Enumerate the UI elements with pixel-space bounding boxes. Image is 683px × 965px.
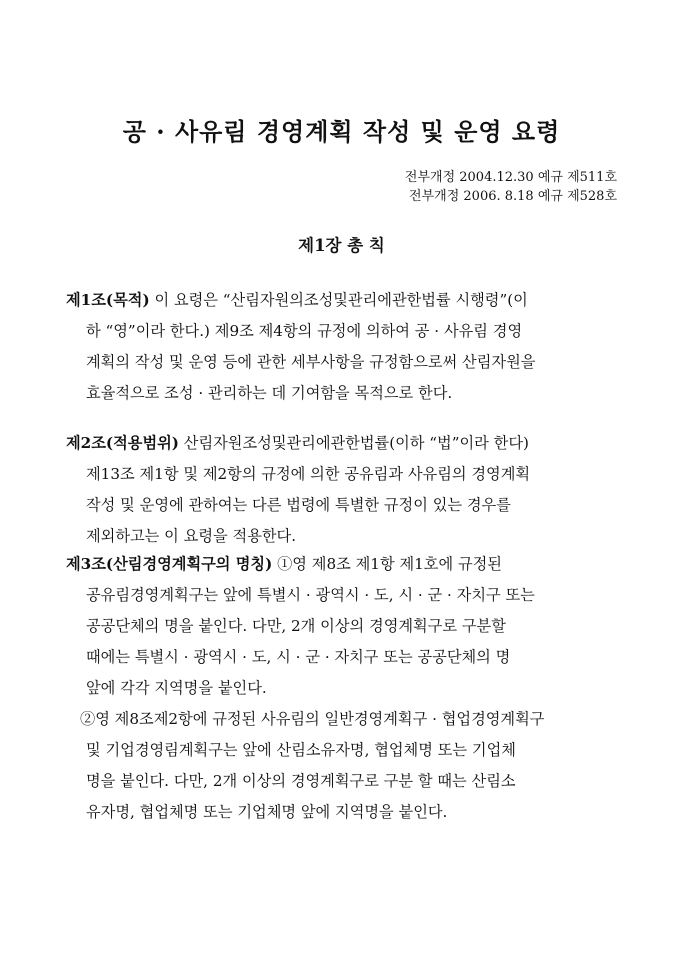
article-2: [66, 428, 626, 552]
article-first-line: [66, 428, 626, 459]
article-1: [66, 285, 626, 409]
chapter-heading: 제1장 총 칙: [298, 236, 385, 255]
article-3: [66, 549, 626, 828]
article-text-line: 제외하고는 이 요령을 적용한다.: [86, 527, 297, 545]
article-text-line: 제13조 제1항 및 제2항의 규정에 의한 공유림과 사유림의 경영계획: [86, 465, 531, 483]
article-heading: 제3조(산림경영계획구의 명칭): [66, 555, 273, 573]
article-text-line: 공공단체의 명을 붙인다. 다만, 2개 이상의 경영계획구로 구분할: [86, 617, 506, 635]
article-text: 이 요령은 “산림자원의조성및관리에관한법률 시행령”(이: [149, 291, 528, 309]
article-first-line: [66, 549, 626, 580]
article-text-line: 효율적으로 조성 · 관리하는 데 기여함을 목적으로 한다.: [86, 384, 453, 402]
article-paragraph-line: 유자명, 협업체명 또는 기업체명 앞에 지역명을 붙인다.: [86, 803, 448, 821]
revision-line: 전부개정 2004.12.30 예규 제511호: [404, 170, 617, 185]
article-text: ①영 제8조 제1항 제1호에 규정된: [272, 555, 502, 573]
article-heading: 제1조(목적): [66, 291, 150, 309]
article-paragraph-line: 명을 붙인다. 다만, 2개 이상의 경영계획구로 구분 할 때는 산림소: [86, 772, 516, 790]
article-paragraph-line: 및 기업경영림계획구는 앞에 산림소유자명, 협업체명 또는 기업체: [86, 741, 516, 759]
article-text-line: 작성 및 운영에 관하여는 다른 법령에 특별한 규정이 있는 경우를: [86, 496, 511, 514]
article-text-line: 때에는 특별시 · 광역시 · 도, 시 · 군 · 자치구 또는 공공단체의 명: [86, 648, 511, 666]
article-text-line: 앞에 각각 지역명을 붙인다.: [86, 679, 267, 697]
document-title: 공 · 사유림 경영계획 작성 및 운영 요령: [122, 117, 561, 146]
article-text: 산림자원조성및관리에관한법률(이하 “법”이라 한다): [178, 434, 529, 452]
article-text-line: 공유림경영계획구는 앞에 특별시 · 광역시 · 도, 시 · 군 · 자치구 또는: [86, 586, 535, 604]
article-paragraph-line: ②영 제8조제2항에 규정된 사유림의 일반경영계획구 · 협업경영계획구: [80, 710, 545, 728]
article-first-line: [66, 285, 626, 316]
revision-history: [405, 168, 617, 206]
article-text-line: 하 “영”이라 한다.) 제9조 제4항의 규정에 의하여 공 · 사유림 경영: [86, 322, 523, 340]
article-heading: 제2조(적용범위): [66, 434, 179, 452]
article-text-line: 계획의 작성 및 운영 등에 관한 세부사항을 규정함으로써 산림자원을: [86, 353, 536, 371]
revision-line: 전부개정 2006. 8.18 예규 제528호: [409, 189, 617, 204]
